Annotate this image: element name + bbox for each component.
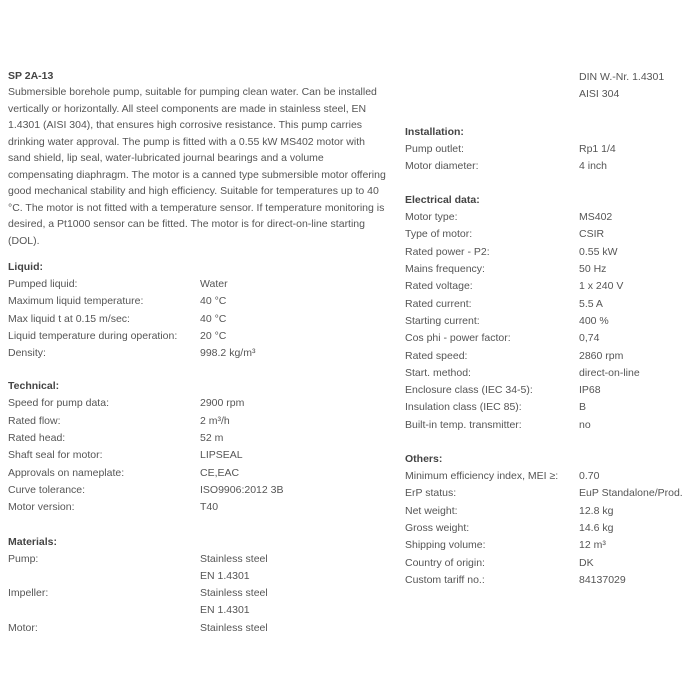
table-row: Rated speed: 2860 rpm <box>405 349 624 362</box>
table-row: Motor version: T40 <box>8 501 219 514</box>
table-row: Pump: Stainless steel EN 1.4301 <box>8 552 268 582</box>
table-row: Rated flow: 2 m³/h <box>8 414 230 427</box>
table-row: Insulation class (IEC 85): B <box>405 401 587 414</box>
table-row: Shaft seal for motor: LIPSEAL <box>8 449 243 462</box>
table-row: Motor type: MS402 <box>405 211 613 224</box>
installation-table <box>405 141 695 176</box>
table-row: Pumped liquid: Water <box>8 278 228 290</box>
table-row: Gross weight: 14.6 kg <box>405 521 614 534</box>
materials-section-title: Materials: <box>8 535 58 548</box>
table-row: ErP status: EuP Standalone/Prod. <box>405 487 683 500</box>
table-row: Starting current: 400 % <box>405 314 609 327</box>
table-row: Pump outlet: Rp1 1/4 <box>405 142 616 155</box>
technical-section-title: Technical: <box>8 380 60 393</box>
table-row: Rated voltage: 1 x 240 V <box>405 280 624 293</box>
liquid-table <box>8 276 388 362</box>
table-row: Cos phi - power factor: 0,74 <box>405 332 600 345</box>
table-row: Country of origin: DK <box>405 556 594 569</box>
table-row: Rated power - P2: 0.55 kW <box>405 245 618 258</box>
table-row: Built-in temp. transmitter: no <box>405 418 591 431</box>
table-row: Type of motor: CSIR <box>405 228 605 241</box>
product-description: Submersible borehole pump, suitable for pumping clean water. Can be installed vertically or horizontally. All steel components are made in stainless steel, EN 1.4301 (AISI 304), that ensures high corrosive resistance. This pump carries drinking water approval. The pump is fitted with a 0.55 kW MS402 motor with sand shield, lip seal, water-lubricated journal bearings and a volume compensating diaphragm. The motor is a canned type submersible motor offering good mechanical stability and high efficiency. Suitable for temperatures up to 40 °C. The motor is not fitted with a temperature sensor. If temperature monitoring is desired, a Pt1000 sensor can be fitted. The motor is for direct-on-line starting (DOL). <box>8 86 386 247</box>
liquid-section-title: Liquid: <box>8 261 43 273</box>
table-row: Custom tariff no.: 84137029 <box>405 573 626 586</box>
product-title: SP 2A-13 <box>8 70 54 82</box>
table-row: Minimum efficiency index, MEI ≥: 0.70 <box>405 470 600 483</box>
material-header <box>405 69 695 104</box>
table-row: Density: 998.2 kg/m³ <box>8 347 256 360</box>
table-row: Mains frequency: 50 Hz <box>405 263 607 276</box>
table-row: Motor diameter: 4 inch <box>405 159 608 172</box>
material-din: DIN W.-Nr. 1.4301 <box>579 71 665 83</box>
table-row: Net weight: 12.8 kg <box>405 504 614 517</box>
left-column <box>8 69 388 637</box>
right-column <box>405 69 695 589</box>
table-row: Impeller: Stainless steel EN 1.4301 <box>8 587 268 617</box>
table-row: Start. method: direct-on-line <box>405 366 640 379</box>
table-row: Max liquid t at 0.15 m/sec: 40 °C <box>8 312 227 325</box>
others-table <box>405 468 695 589</box>
material-aisi: AISI 304 <box>579 88 620 101</box>
materials-table <box>8 551 388 637</box>
electrical-section-title: Electrical data: <box>405 194 480 207</box>
table-row: Enclosure class (IEC 34-5): IP68 <box>405 384 601 397</box>
installation-section-title: Installation: <box>405 125 464 138</box>
others-section-title: Others: <box>405 453 443 466</box>
technical-table <box>8 395 388 516</box>
table-row: Liquid temperature during operation: 20 °C <box>8 329 227 342</box>
table-row: Maximum liquid temperature: 40 °C <box>8 295 227 308</box>
table-row: Rated current: 5.5 A <box>405 297 603 310</box>
table-row: Curve tolerance: ISO9906:2012 3B <box>8 483 284 496</box>
table-row: Speed for pump data: 2900 rpm <box>8 397 245 410</box>
table-row: Motor: Stainless steel <box>8 621 268 634</box>
table-row: Shipping volume: 12 m³ <box>405 539 606 552</box>
electrical-table <box>405 209 695 434</box>
table-row: Approvals on nameplate: CE,EAC <box>8 466 240 479</box>
table-row: Rated head: 52 m <box>8 432 224 445</box>
